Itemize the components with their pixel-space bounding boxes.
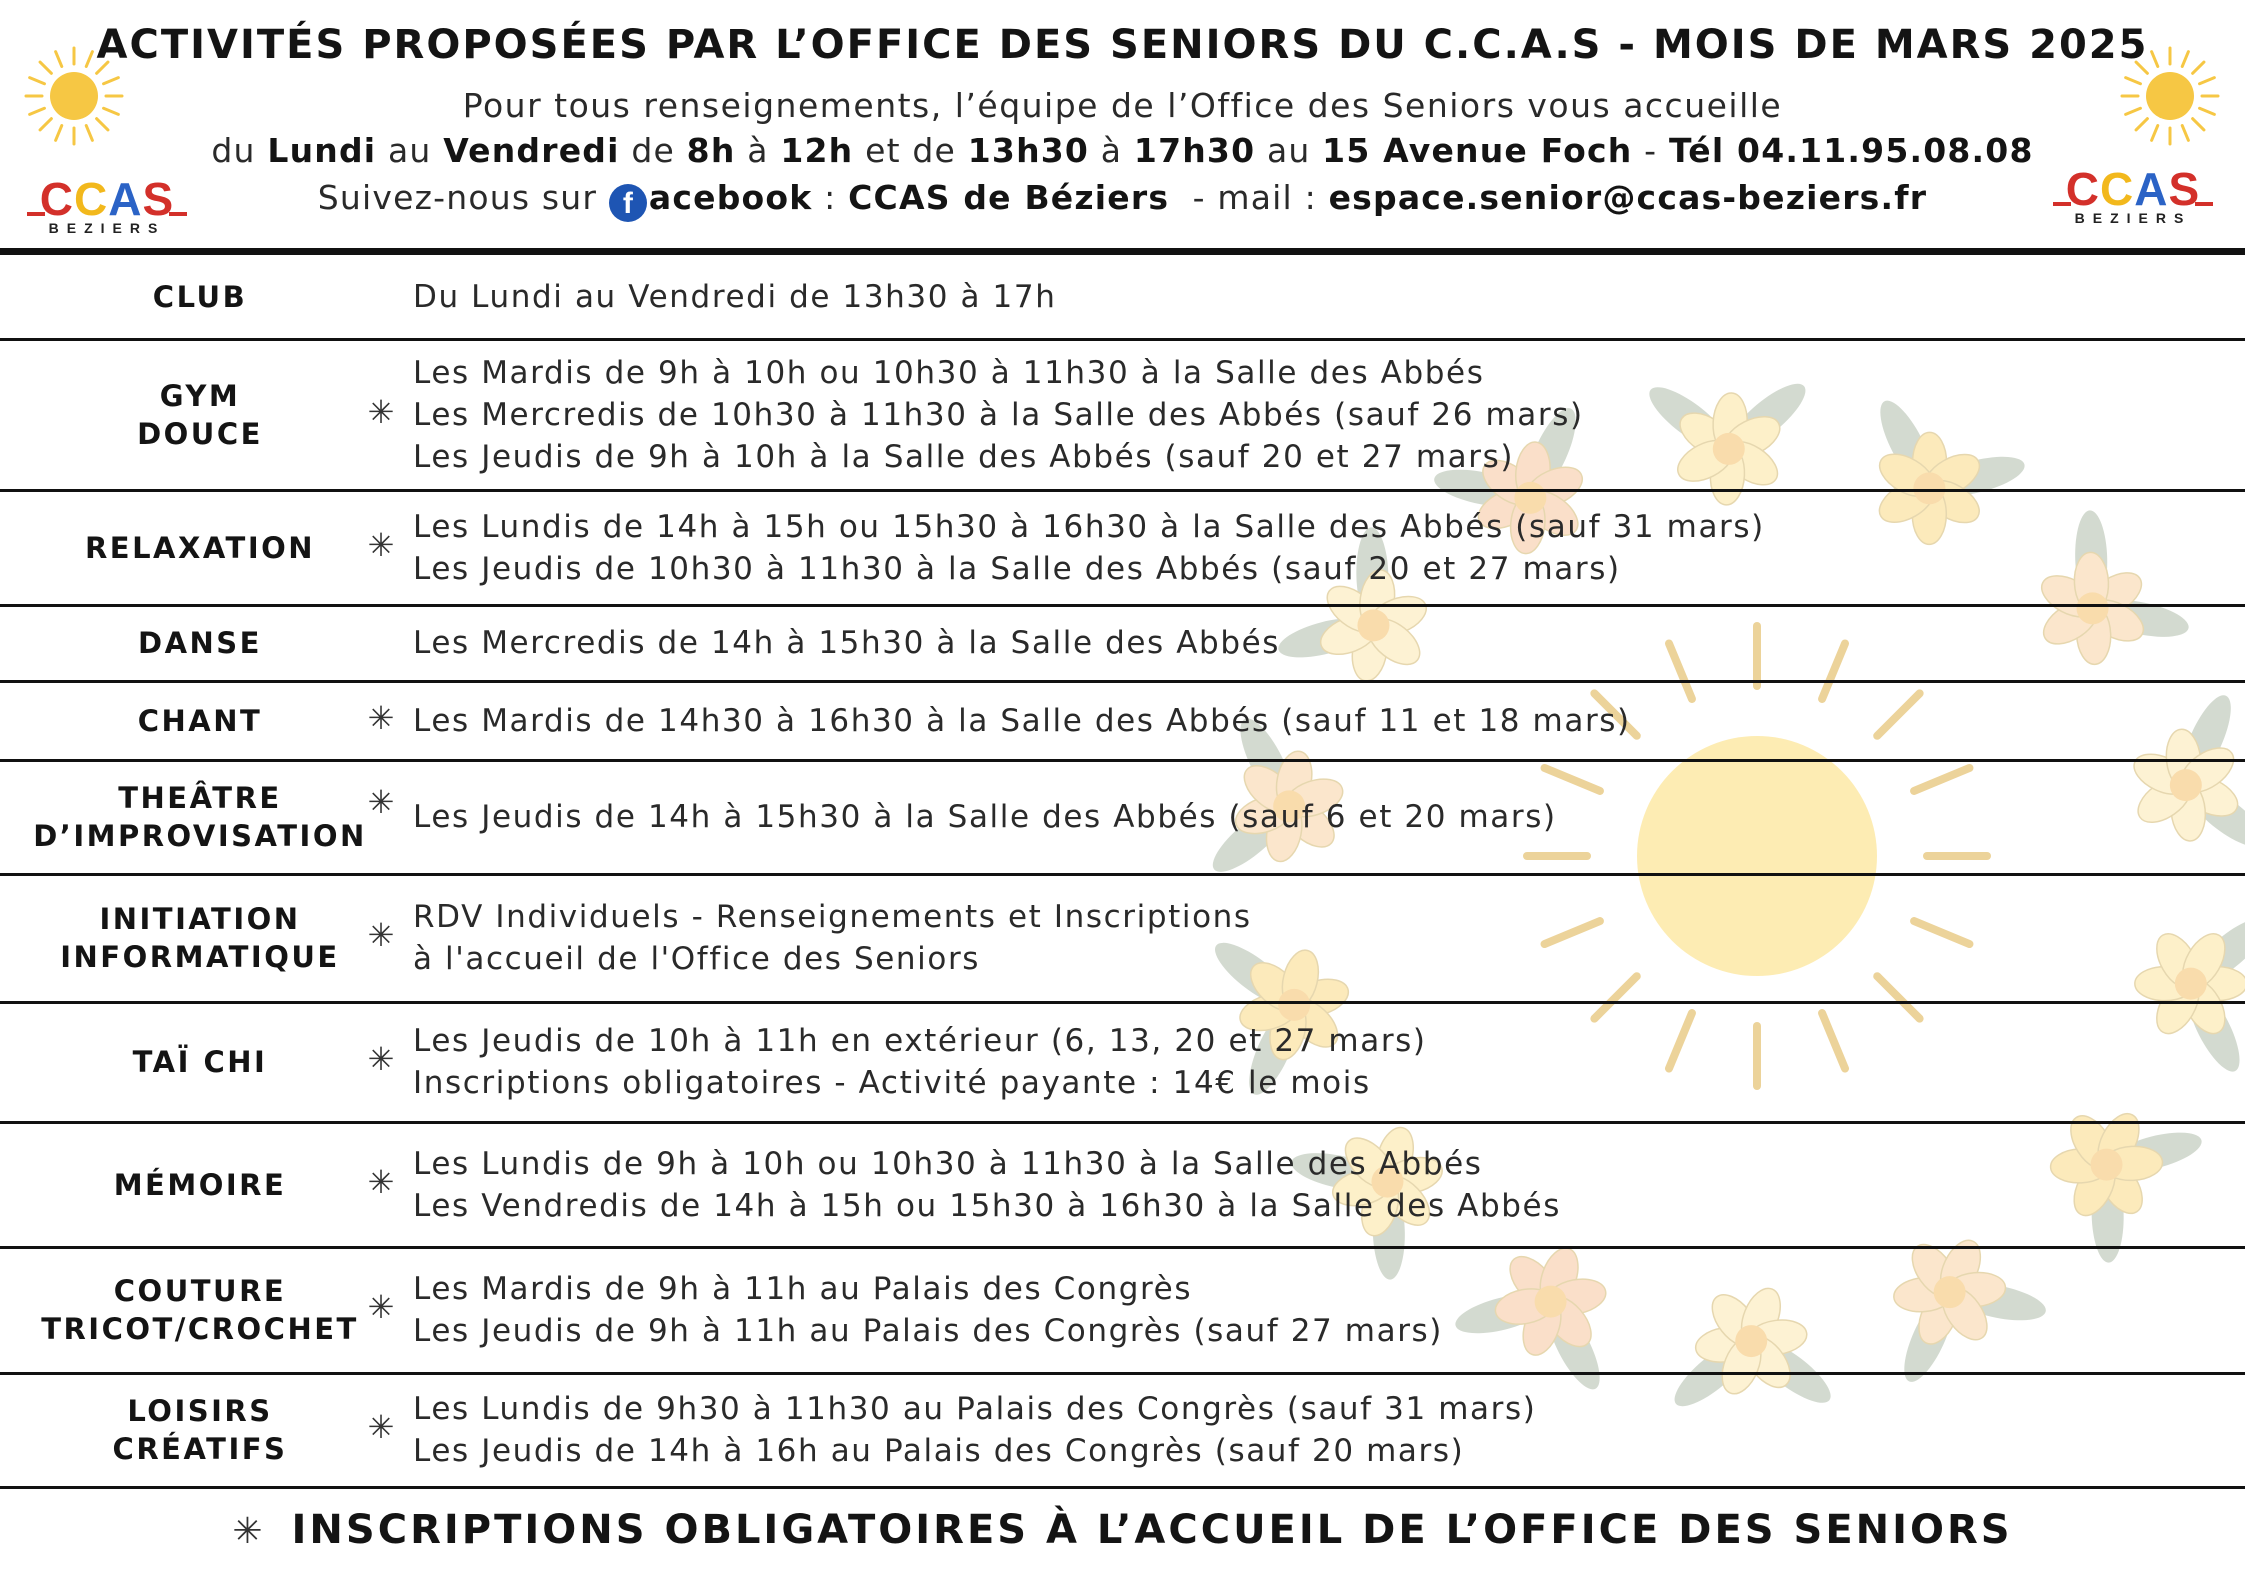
contact-details [649, 178, 1927, 217]
schedule-line: Les Vendredis de 14h à 15h ou 15h30 à 16h30 à la Salle des Abbés [413, 1187, 1561, 1224]
activity-schedule [413, 339, 2205, 490]
schedule-line: Les Mardis de 9h à 10h ou 10h30 à 11h30 à la Salle des Abbés [413, 354, 1485, 391]
sun-ray [2200, 78, 2215, 84]
activity-row [0, 1373, 2245, 1487]
activity-row [0, 681, 2245, 760]
asterisk-icon: ✳ [367, 392, 395, 431]
activity-schedule [413, 1247, 2205, 1373]
asterisk-icon: ✳ [367, 783, 395, 821]
highlight-text: 12h [780, 131, 854, 170]
schedule-line: RDV Individuels - Renseignements et Inscriptions [413, 899, 1252, 935]
activity-name [20, 339, 380, 490]
logo-letter: A [2134, 163, 2169, 215]
highlight-text: 17h30 [1133, 131, 1256, 170]
schedule-line: Les Jeudis de 10h à 11h en extérieur (6, 13, 20 et 27 mars) [413, 1023, 1427, 1059]
activity-name-line: TAÏ CHI [132, 1045, 268, 1079]
activity-name-line: TRICOT/CROCHET [41, 1312, 359, 1346]
activity-name [20, 255, 380, 339]
text-segment: - [1632, 131, 1669, 170]
asterisk-icon: ✳ [367, 1162, 395, 1201]
logo-letter: S [2168, 163, 2201, 215]
activity-name [20, 1122, 380, 1247]
schedule-line: Du Lundi au Vendredi de 13h30 à 17h [413, 279, 1057, 315]
asterisk-icon: ✳ [367, 1040, 395, 1078]
hours-line [0, 131, 2245, 170]
schedule-line: Les Jeudis de 14h à 15h30 à la Salle des Abbés (sauf 6 et 20 mars) [413, 799, 1557, 835]
highlight-text: espace.senior@ccas-beziers.fr [1328, 178, 1928, 217]
schedule-line: Les Mardis de 14h30 à 16h30 à la Salle des Abbés (sauf 11 et 18 mars) [413, 702, 1631, 739]
text-segment: au [376, 131, 444, 170]
highlight-text: 8h [686, 131, 736, 170]
asterisk-icon: ✳ [367, 525, 395, 564]
activity-name [20, 1002, 380, 1122]
highlight-text: Tél 04.11.95.08.08 [1668, 131, 2034, 170]
contact-prefix: Suivez-nous sur [317, 178, 609, 217]
logo-letter: C [2100, 163, 2135, 215]
activity-row [0, 1122, 2245, 1247]
activity-row [0, 1247, 2245, 1373]
activity-row [0, 255, 2245, 339]
page-title: ACTIVITÉS PROPOSÉES PAR L’OFFICE DES SENIORS DU C.C.A.S - MOIS DE MARS 2025 [96, 22, 2149, 68]
text-segment: de [619, 131, 687, 170]
schedule-line: Les Mardis de 9h à 11h au Palais des Congrès [413, 1271, 1193, 1307]
schedule-line: Les Mercredis de 10h30 à 11h30 à la Salle des Abbés (sauf 26 mars) [413, 396, 1584, 433]
schedule-line: Les Jeudis de 10h30 à 11h30 à la Salle des Abbés (sauf 20 et 27 mars) [413, 550, 1621, 587]
asterisk-icon: ✳ [367, 916, 395, 954]
activity-schedule [413, 605, 2205, 681]
activity-name-line: CHANT [137, 703, 263, 738]
schedule-line: Les Jeudis de 14h à 16h au Palais des Congrès (sauf 20 mars) [413, 1433, 1465, 1469]
activity-row [0, 1002, 2245, 1122]
activity-row [0, 605, 2245, 681]
highlight-text: Vendredi [443, 131, 620, 170]
footer-text: INSCRIPTIONS OBLIGATOIRES À L’ACCUEIL DE L’OFFICE DES SENIORS [291, 1507, 2013, 1553]
activity-name-line: GYM [159, 378, 241, 413]
activity-schedule [413, 1373, 2205, 1487]
activity-name-line: LOISIRS [127, 1394, 273, 1428]
text-segment: : [812, 178, 849, 217]
schedule-line: Les Jeudis de 9h à 10h à la Salle des Abbés (sauf 20 et 27 mars) [413, 438, 1515, 475]
text-segment: au [1255, 131, 1323, 170]
schedule-line: à l'accueil de l'Office des Seniors [413, 941, 981, 977]
activity-name [20, 1247, 380, 1373]
schedule-line: Les Lundis de 9h30 à 11h30 au Palais des Congrès (sauf 31 mars) [413, 1391, 1537, 1427]
schedule-line: Les Mercredis de 14h à 15h30 à la Salle des Abbés [413, 625, 1281, 661]
activity-name [20, 490, 380, 605]
activity-schedule [413, 760, 2205, 874]
activity-name [20, 681, 380, 760]
text-segment: du [211, 131, 268, 170]
schedule-line: Les Jeudis de 9h à 11h au Palais des Congrès (sauf 27 mars) [413, 1313, 1443, 1349]
asterisk-icon: ✳ [367, 698, 395, 737]
asterisk-icon: ✳ [367, 1288, 395, 1326]
activity-name-line: COUTURE [113, 1274, 287, 1308]
activity-name-line: D’IMPROVISATION [33, 819, 367, 853]
text-segment: - mail : [1169, 178, 1329, 217]
activity-name-line: CLUB [152, 280, 248, 314]
activity-row [0, 874, 2245, 1002]
sun-ray [104, 78, 119, 84]
contact-line [0, 178, 2245, 222]
activity-name-line: DOUCE [137, 416, 263, 451]
sun-ray [30, 78, 45, 84]
activity-name-line: RELAXATION [84, 530, 316, 565]
logo-letter: C [74, 173, 109, 225]
schedule-line: Les Lundis de 14h à 15h ou 15h30 à 16h30 à la Salle des Abbés (sauf 31 mars) [413, 508, 1765, 545]
logo-subtitle: BEZIERS [2074, 210, 2192, 226]
schedule-line: Inscriptions obligatoires - Activité payante : 14€ le mois [413, 1065, 1371, 1101]
logo-letter: C [2065, 163, 2101, 215]
activity-name [20, 760, 380, 874]
text-segment: à [735, 131, 781, 170]
activity-schedule [413, 255, 2205, 339]
logo-subtitle: BEZIERS [48, 220, 166, 236]
highlight-text: Lundi [267, 131, 377, 170]
activity-name-line: DANSE [138, 626, 262, 660]
activity-row [0, 760, 2245, 874]
activity-schedule [413, 874, 2205, 1002]
activity-name [20, 1373, 380, 1487]
activity-row [0, 490, 2245, 605]
logo-letter: C [39, 173, 75, 225]
activity-name-line: MÉMOIRE [113, 1167, 287, 1202]
activity-name [20, 605, 380, 681]
activity-row [0, 339, 2245, 490]
activity-name-line: CRÉATIFS [112, 1432, 288, 1466]
activity-name-line: THEÂTRE [118, 781, 282, 815]
highlight-text: 15 Avenue Foch [1322, 131, 1633, 170]
activity-schedule [413, 1002, 2205, 1122]
facebook-icon[interactable]: f [609, 184, 647, 222]
activity-name-line: INITIATION [99, 902, 301, 936]
activity-schedule [413, 1122, 2205, 1247]
info-line: Pour tous renseignements, l’équipe de l’Office des Seniors vous accueille [462, 86, 1783, 125]
header-divider [0, 248, 2245, 255]
schedule-line: Les Lundis de 9h à 10h ou 10h30 à 11h30 à la Salle des Abbés [413, 1145, 1483, 1182]
highlight-text: 13h30 [967, 131, 1090, 170]
sun-ray [2126, 78, 2141, 84]
footer-note [0, 1507, 2245, 1553]
highlight-text: acebook [648, 178, 813, 217]
highlight-text: CCAS de Béziers [848, 178, 1170, 217]
text-segment: et de [853, 131, 968, 170]
activity-schedule [413, 681, 2205, 760]
logo-letter: S [142, 173, 175, 225]
row-divider [0, 1486, 2245, 1489]
asterisk-icon: ✳ [232, 1511, 266, 1552]
activity-name [20, 874, 380, 1002]
text-segment: à [1089, 131, 1134, 170]
activity-name-line: INFORMATIQUE [60, 940, 340, 974]
logo-letter: A [108, 173, 143, 225]
asterisk-icon: ✳ [367, 1408, 395, 1446]
activity-schedule [413, 490, 2205, 605]
